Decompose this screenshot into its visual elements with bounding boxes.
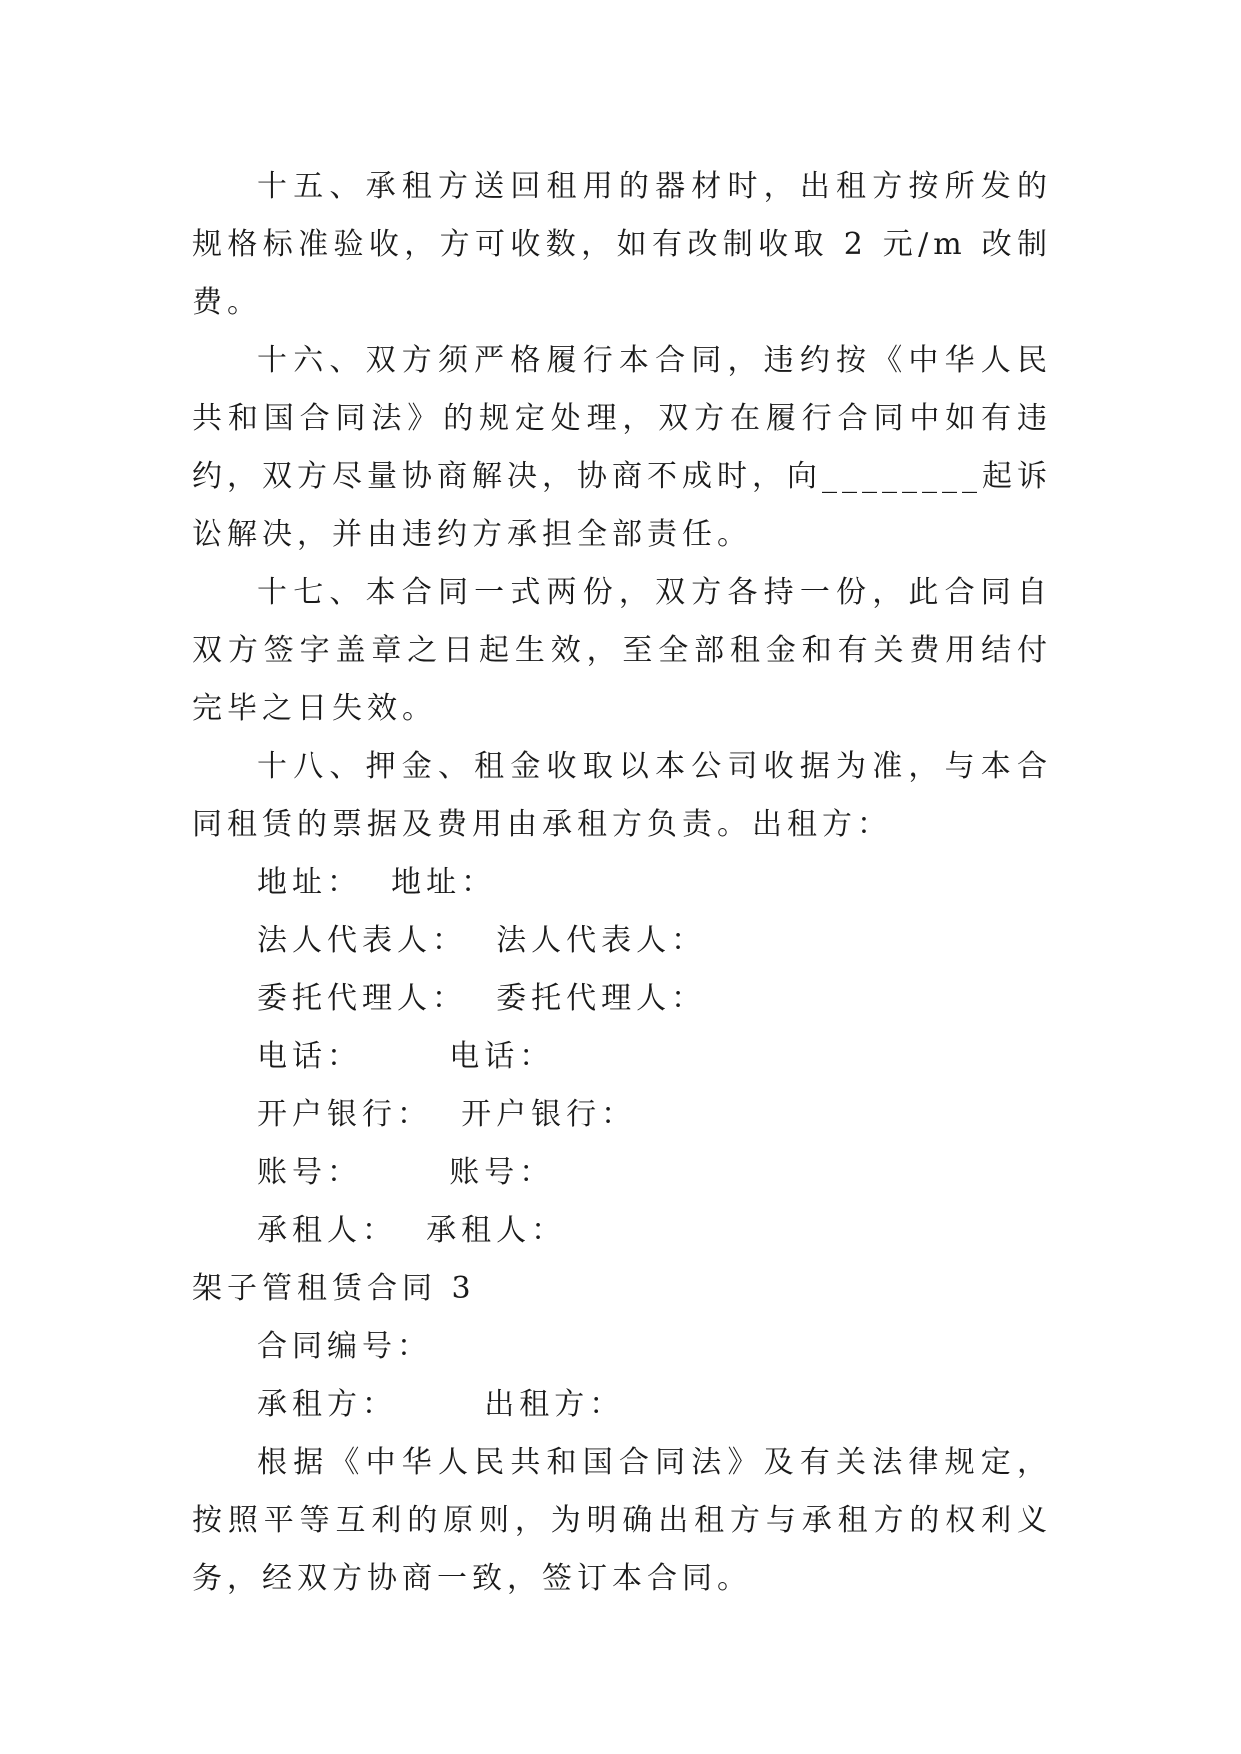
address-line: 地址： 地址： — [257, 865, 497, 900]
agent-line: 委托代理人： 委托代理人： — [257, 981, 707, 1016]
phone-line: 电话： 电话： — [257, 1039, 555, 1074]
clause-17: 十七、本合同一式两份，双方各持一份，此合同自双方签字盖章之日起生效，至全部租金和有关费用结付完毕之日失效。 — [192, 575, 1052, 726]
document-body — [192, 158, 1052, 1608]
clause-18: 十八、押金、租金收取以本公司收据为准，与本合同租赁的票据及费用由承租方负责。出租方： — [192, 749, 1052, 842]
clause-16: 十六、双方须严格履行本合同，违约按《中华人民共和国合同法》的规定处理，双方在履行合同中如有违约，双方尽量协商解决，协商不成时，向________起诉讼解决，并由违约方承担全部责任。 — [192, 343, 1052, 552]
contract-3-intro: 根据《中华人民共和国合同法》及有关法律规定，按照平等互利的原则，为明确出租方与承租方的权利义务，经双方协商一致，签订本合同。 — [192, 1445, 1052, 1596]
lessee-line: 承租人： 承租人： — [257, 1213, 567, 1248]
contract-3-title: 架子管租赁合同 3 — [192, 1271, 476, 1306]
legal-rep-line: 法人代表人： 法人代表人： — [257, 923, 707, 958]
bank-line: 开户银行： 开户银行： — [257, 1097, 637, 1132]
clause-15: 十五、承租方送回租用的器材时，出租方按所发的规格标准验收，方可收数，如有改制收取 2 元/m 改制费。 — [192, 169, 1052, 320]
parties-line: 承租方： 出租方： — [257, 1387, 625, 1422]
contract-number-line: 合同编号： — [257, 1329, 432, 1364]
account-line: 账号： 账号： — [257, 1155, 555, 1190]
